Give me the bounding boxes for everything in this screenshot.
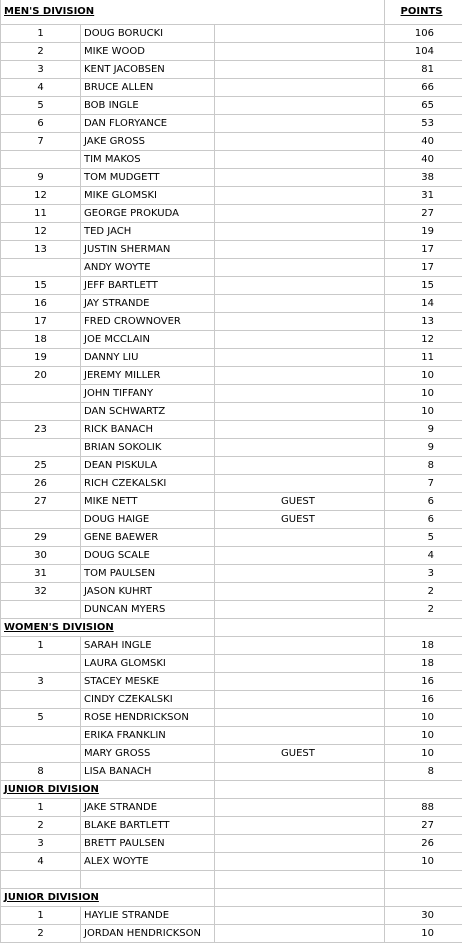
points-cell: 27: [385, 817, 462, 835]
name-cell: JAKE GROSS: [81, 133, 215, 151]
rank-cell: 15: [1, 277, 81, 295]
table-row: [1, 133, 462, 151]
guest-cell: [215, 97, 385, 115]
table-row: [1, 799, 462, 817]
table-row: [1, 673, 462, 691]
points-cell: 13: [385, 313, 462, 331]
empty-cell: [215, 781, 385, 799]
rank-cell: 27: [1, 493, 81, 511]
points-cell: 65: [385, 97, 462, 115]
guest-cell: GUEST: [215, 745, 385, 763]
rank-cell: 26: [1, 475, 81, 493]
table-row: [1, 637, 462, 655]
rank-cell: 11: [1, 205, 81, 223]
guest-cell: [215, 925, 385, 943]
name-cell: MIKE GLOMSKI: [81, 187, 215, 205]
guest-cell: [215, 331, 385, 349]
guest-cell: [215, 727, 385, 745]
table-row: [1, 511, 462, 529]
rank-cell: 3: [1, 673, 81, 691]
points-cell: 14: [385, 295, 462, 313]
guest-cell: [215, 133, 385, 151]
guest-cell: [215, 547, 385, 565]
points-cell: 12: [385, 331, 462, 349]
table-row: [1, 421, 462, 439]
points-cell: 10: [385, 709, 462, 727]
points-cell: 10: [385, 745, 462, 763]
table-row: [1, 169, 462, 187]
table-row: [1, 583, 462, 601]
points-cell: 81: [385, 61, 462, 79]
points-cell: 18: [385, 655, 462, 673]
name-cell: TED JACH: [81, 223, 215, 241]
blank-row: [1, 871, 462, 889]
guest-cell: [215, 691, 385, 709]
name-cell: TOM PAULSEN: [81, 565, 215, 583]
guest-cell: [215, 25, 385, 43]
empty-cell: [215, 619, 385, 637]
points-cell: 7: [385, 475, 462, 493]
table-row: [1, 151, 462, 169]
rank-cell: 1: [1, 25, 81, 43]
guest-cell: [215, 565, 385, 583]
name-cell: DANNY LIU: [81, 349, 215, 367]
guest-cell: [215, 583, 385, 601]
junior-division-title-2: JUNIOR DIVISION: [1, 889, 215, 907]
table-row: [1, 907, 462, 925]
rank-cell: 19: [1, 349, 81, 367]
name-cell: GEORGE PROKUDA: [81, 205, 215, 223]
rank-cell: [1, 511, 81, 529]
name-cell: DOUG SCALE: [81, 547, 215, 565]
name-cell: ERIKA FRANKLIN: [81, 727, 215, 745]
points-cell: 9: [385, 421, 462, 439]
name-cell: FRED CROWNOVER: [81, 313, 215, 331]
name-cell: JEFF BARTLETT: [81, 277, 215, 295]
table-row: [1, 403, 462, 421]
name-cell: KENT JACOBSEN: [81, 61, 215, 79]
guest-cell: [215, 673, 385, 691]
name-cell: JUSTIN SHERMAN: [81, 241, 215, 259]
guest-cell: [215, 601, 385, 619]
guest-cell: GUEST: [215, 493, 385, 511]
points-cell: 40: [385, 133, 462, 151]
name-cell: TIM MAKOS: [81, 151, 215, 169]
womens-division-title: WOMEN'S DIVISION: [1, 619, 215, 637]
rank-cell: 32: [1, 583, 81, 601]
table-row: [1, 241, 462, 259]
name-cell: BOB INGLE: [81, 97, 215, 115]
name-cell: RICH CZEKALSKI: [81, 475, 215, 493]
guest-cell: [215, 241, 385, 259]
points-cell: 6: [385, 493, 462, 511]
guest-cell: [215, 349, 385, 367]
table-row: [1, 925, 462, 943]
guest-cell: [215, 295, 385, 313]
guest-cell: [215, 637, 385, 655]
junior-division-title-row: [1, 781, 462, 799]
name-cell: ALEX WOYTE: [81, 853, 215, 871]
rank-cell: 18: [1, 331, 81, 349]
rank-cell: [1, 691, 81, 709]
rank-cell: 3: [1, 835, 81, 853]
name-cell: DEAN PISKULA: [81, 457, 215, 475]
points-cell: 31: [385, 187, 462, 205]
empty-cell: [215, 889, 385, 907]
table-row: [1, 331, 462, 349]
table-row: [1, 475, 462, 493]
points-cell: 3: [385, 565, 462, 583]
table-row: [1, 367, 462, 385]
rank-cell: 5: [1, 97, 81, 115]
guest-cell: [215, 421, 385, 439]
name-cell: LAURA GLOMSKI: [81, 655, 215, 673]
points-cell: 10: [385, 853, 462, 871]
guest-cell: [215, 853, 385, 871]
junior-division-title: JUNIOR DIVISION: [1, 781, 215, 799]
empty-cell: [385, 781, 462, 799]
table-row: [1, 439, 462, 457]
points-header: POINTS: [385, 0, 462, 25]
name-cell: JORDAN HENDRICKSON: [81, 925, 215, 943]
name-cell: MARY GROSS: [81, 745, 215, 763]
guest-cell: [215, 43, 385, 61]
guest-cell: [215, 529, 385, 547]
rank-cell: 9: [1, 169, 81, 187]
guest-cell: [215, 439, 385, 457]
guest-cell: [215, 313, 385, 331]
table-row: [1, 259, 462, 277]
guest-cell: GUEST: [215, 511, 385, 529]
rank-cell: 29: [1, 529, 81, 547]
guest-cell: [215, 817, 385, 835]
points-cell: 18: [385, 637, 462, 655]
name-cell: JOE MCCLAIN: [81, 331, 215, 349]
name-cell: CINDY CZEKALSKI: [81, 691, 215, 709]
guest-cell: [215, 151, 385, 169]
points-cell: 8: [385, 763, 462, 781]
name-cell: MIKE NETT: [81, 493, 215, 511]
rank-cell: [1, 259, 81, 277]
rank-cell: [1, 439, 81, 457]
points-cell: 53: [385, 115, 462, 133]
guest-cell: [215, 385, 385, 403]
guest-cell: [215, 169, 385, 187]
table-row: [1, 745, 462, 763]
points-cell: 104: [385, 43, 462, 61]
table-row: [1, 457, 462, 475]
rank-cell: 16: [1, 295, 81, 313]
mens-division-title: MEN'S DIVISION: [1, 0, 215, 25]
name-cell: RICK BANACH: [81, 421, 215, 439]
table-row: [1, 691, 462, 709]
table-row: [1, 277, 462, 295]
name-cell: BRIAN SOKOLIK: [81, 439, 215, 457]
empty-cell: [215, 871, 385, 889]
rank-cell: [1, 655, 81, 673]
points-cell: 10: [385, 925, 462, 943]
name-cell: BRETT PAULSEN: [81, 835, 215, 853]
rank-cell: [1, 727, 81, 745]
table-row: [1, 223, 462, 241]
guest-cell: [215, 457, 385, 475]
name-cell: DAN SCHWARTZ: [81, 403, 215, 421]
rank-cell: 12: [1, 187, 81, 205]
name-cell: ROSE HENDRICKSON: [81, 709, 215, 727]
points-cell: 17: [385, 259, 462, 277]
points-cell: 16: [385, 691, 462, 709]
table-row: [1, 25, 462, 43]
rank-cell: 1: [1, 637, 81, 655]
table-row: [1, 205, 462, 223]
table-row: [1, 43, 462, 61]
table-row: [1, 97, 462, 115]
table-row: [1, 565, 462, 583]
name-cell: TOM MUDGETT: [81, 169, 215, 187]
guest-cell: [215, 763, 385, 781]
name-cell: GENE BAEWER: [81, 529, 215, 547]
rank-cell: 17: [1, 313, 81, 331]
points-cell: 6: [385, 511, 462, 529]
name-cell: JAKE STRANDE: [81, 799, 215, 817]
rank-cell: 8: [1, 763, 81, 781]
name-cell: JOHN TIFFANY: [81, 385, 215, 403]
rank-cell: 13: [1, 241, 81, 259]
guest-cell: [215, 655, 385, 673]
points-cell: 17: [385, 241, 462, 259]
guest-cell: [215, 367, 385, 385]
rank-cell: 25: [1, 457, 81, 475]
rank-cell: 2: [1, 43, 81, 61]
guest-cell: [215, 907, 385, 925]
points-cell: 8: [385, 457, 462, 475]
name-cell: DOUG HAIGE: [81, 511, 215, 529]
name-cell: ANDY WOYTE: [81, 259, 215, 277]
rank-cell: 1: [1, 799, 81, 817]
name-cell: DAN FLORYANCE: [81, 115, 215, 133]
header-row: [1, 0, 462, 25]
guest-cell: [215, 115, 385, 133]
rank-cell: [1, 601, 81, 619]
name-cell: JASON KUHRT: [81, 583, 215, 601]
rank-cell: 20: [1, 367, 81, 385]
points-cell: 106: [385, 25, 462, 43]
table-row: [1, 817, 462, 835]
guest-cell: [215, 205, 385, 223]
table-row: [1, 601, 462, 619]
rank-cell: [1, 745, 81, 763]
empty-cell: [1, 871, 81, 889]
guest-cell: [215, 223, 385, 241]
points-cell: 10: [385, 403, 462, 421]
table-row: [1, 727, 462, 745]
empty-cell: [81, 871, 215, 889]
guest-cell: [215, 709, 385, 727]
name-cell: LISA BANACH: [81, 763, 215, 781]
rank-cell: 30: [1, 547, 81, 565]
rank-cell: 1: [1, 907, 81, 925]
name-cell: DUNCAN MYERS: [81, 601, 215, 619]
points-cell: 10: [385, 727, 462, 745]
guest-cell: [215, 799, 385, 817]
points-cell: 4: [385, 547, 462, 565]
table-row: [1, 835, 462, 853]
table-row: [1, 529, 462, 547]
table-row: [1, 115, 462, 133]
table-row: [1, 79, 462, 97]
table-row: [1, 493, 462, 511]
points-cell: 10: [385, 367, 462, 385]
rank-cell: 5: [1, 709, 81, 727]
name-cell: JAY STRANDE: [81, 295, 215, 313]
points-cell: 15: [385, 277, 462, 295]
points-cell: 88: [385, 799, 462, 817]
rank-cell: 12: [1, 223, 81, 241]
rank-cell: 7: [1, 133, 81, 151]
points-cell: 9: [385, 439, 462, 457]
empty-cell: [385, 871, 462, 889]
rank-cell: 3: [1, 61, 81, 79]
name-cell: JEREMY MILLER: [81, 367, 215, 385]
points-cell: 2: [385, 583, 462, 601]
points-cell: 38: [385, 169, 462, 187]
points-cell: 19: [385, 223, 462, 241]
rank-cell: [1, 385, 81, 403]
name-cell: HAYLIE STRANDE: [81, 907, 215, 925]
points-cell: 16: [385, 673, 462, 691]
points-cell: 2: [385, 601, 462, 619]
table-row: [1, 385, 462, 403]
rank-cell: 4: [1, 79, 81, 97]
guest-cell: [215, 277, 385, 295]
points-cell: 11: [385, 349, 462, 367]
guest-cell: [215, 61, 385, 79]
points-cell: 27: [385, 205, 462, 223]
table-row: [1, 187, 462, 205]
junior-division-title-2-row: [1, 889, 462, 907]
points-cell: 66: [385, 79, 462, 97]
points-cell: 10: [385, 385, 462, 403]
rank-cell: 2: [1, 817, 81, 835]
womens-division-title-row: [1, 619, 462, 637]
name-cell: BRUCE ALLEN: [81, 79, 215, 97]
table-row: [1, 547, 462, 565]
name-cell: BLAKE BARTLETT: [81, 817, 215, 835]
table-row: [1, 349, 462, 367]
points-cell: 5: [385, 529, 462, 547]
table-row: [1, 709, 462, 727]
header-empty-cell: [215, 0, 385, 25]
points-cell: 40: [385, 151, 462, 169]
table-row: [1, 655, 462, 673]
points-cell: 26: [385, 835, 462, 853]
rank-cell: 23: [1, 421, 81, 439]
table-row: [1, 763, 462, 781]
name-cell: STACEY MESKE: [81, 673, 215, 691]
guest-cell: [215, 475, 385, 493]
table-row: [1, 295, 462, 313]
guest-cell: [215, 187, 385, 205]
points-cell: 30: [385, 907, 462, 925]
name-cell: MIKE WOOD: [81, 43, 215, 61]
table-row: [1, 853, 462, 871]
name-cell: SARAH INGLE: [81, 637, 215, 655]
rank-cell: 4: [1, 853, 81, 871]
rank-cell: [1, 151, 81, 169]
rank-cell: 31: [1, 565, 81, 583]
empty-cell: [385, 619, 462, 637]
guest-cell: [215, 259, 385, 277]
guest-cell: [215, 403, 385, 421]
empty-cell: [385, 889, 462, 907]
guest-cell: [215, 79, 385, 97]
table-row: [1, 313, 462, 331]
rank-cell: 2: [1, 925, 81, 943]
table-row: [1, 61, 462, 79]
rank-cell: 6: [1, 115, 81, 133]
guest-cell: [215, 835, 385, 853]
rank-cell: [1, 403, 81, 421]
name-cell: DOUG BORUCKI: [81, 25, 215, 43]
